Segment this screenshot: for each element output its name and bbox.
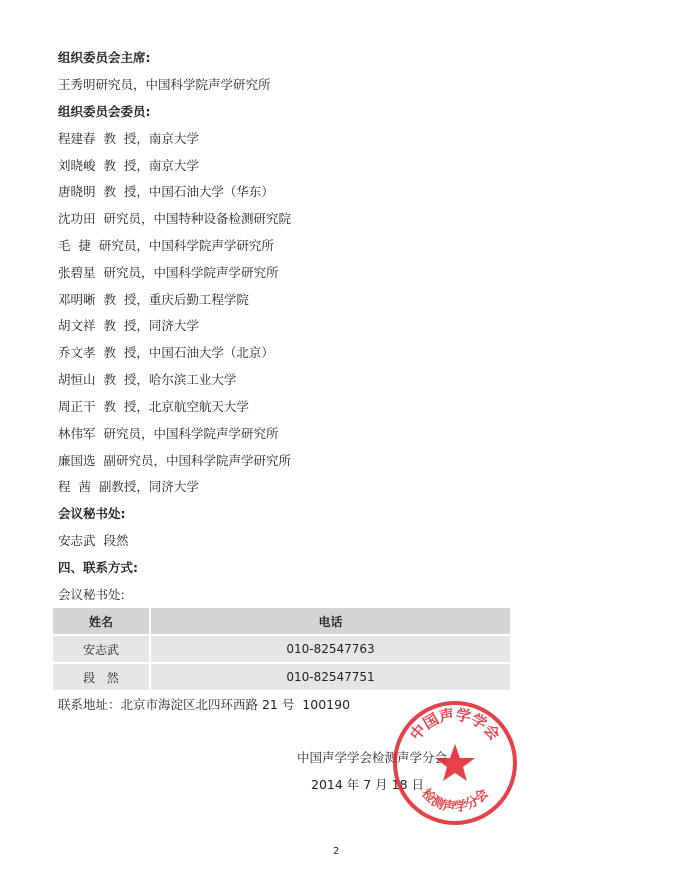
cell-phone: 010-82547763 — [150, 635, 511, 663]
member-item: 毛 捷 研究员，中国科学院声学研究所 — [58, 238, 274, 253]
member-item: 胡恒山 教 授，哈尔滨工业大学 — [58, 372, 237, 387]
contact-table — [53, 608, 512, 692]
member-item: 乔文孝 教 授，中国石油大学（北京） — [58, 345, 274, 360]
contact-heading: 四、联系方式: — [58, 560, 138, 575]
member-item: 沈功田 研究员，中国特种设备检测研究院 — [58, 211, 291, 226]
cell-phone: 010-82547751 — [150, 663, 511, 691]
signature-org: 中国声学学会检测声学分会 — [297, 750, 448, 765]
member-item: 林伟军 研究员，中国科学院声学研究所 — [58, 426, 279, 441]
member-item: 程 茜 副教授，同济大学 — [58, 479, 199, 494]
member-item: 张碧星 研究员，中国科学院声学研究所 — [58, 265, 279, 280]
chair-heading: 组织委员会主席: — [58, 50, 151, 65]
seal-text-top: 中国声学学会 — [406, 705, 504, 744]
cell-name: 安志武 — [53, 635, 150, 663]
table-row — [53, 635, 511, 663]
header-name: 姓名 — [53, 608, 150, 635]
contact-subheading: 会议秘书处: — [58, 587, 125, 602]
member-item: 胡文祥 教 授，同济大学 — [58, 318, 199, 333]
member-item: 刘晓峻 教 授，南京大学 — [58, 158, 199, 173]
seal-star-icon — [435, 744, 475, 781]
member-item: 唐晓明 教 授，中国石油大学（华东） — [58, 184, 274, 199]
member-item: 程建春 教 授，南京大学 — [58, 131, 199, 146]
table-header-row — [53, 608, 511, 635]
official-seal-icon — [392, 700, 518, 826]
header-phone: 电话 — [150, 608, 511, 635]
members-heading: 组织委员会委员: — [58, 104, 151, 119]
member-item: 周正干 教 授，北京航空航天大学 — [58, 399, 249, 414]
table-row — [53, 663, 511, 691]
member-item: 邓明晰 教 授，重庆后勤工程学院 — [58, 292, 249, 307]
signature-date: 2014 年 7 月 18 日 — [311, 777, 425, 792]
page-number: 2 — [333, 846, 340, 857]
member-item: 廉国选 副研究员，中国科学院声学研究所 — [58, 453, 291, 468]
seal-text-bottom: 检测声学分会 — [418, 786, 492, 816]
contact-address: 联系地址：北京市海淀区北四环西路 21 号 100190 — [58, 697, 351, 712]
secretary-heading: 会议秘书处: — [58, 506, 126, 521]
cell-name: 段 然 — [53, 663, 150, 691]
svg-text:检测声学分会 — [418, 786, 491, 816]
chair-name: 王秀明研究员，中国科学院声学研究所 — [58, 77, 271, 92]
secretary-names: 安志武 段然 — [58, 533, 129, 548]
